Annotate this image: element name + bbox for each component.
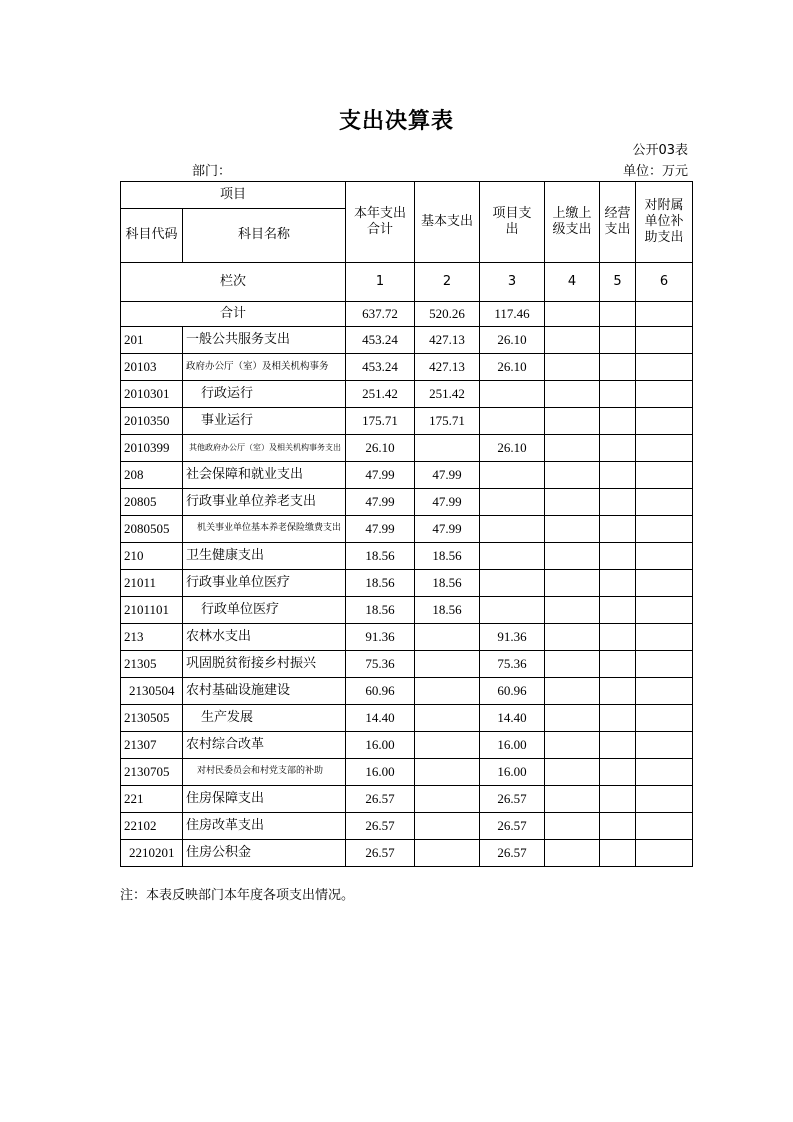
empty-cell [600,381,636,408]
name-cell: 农林水支出 [183,624,346,651]
header-name: 科目名称 [183,209,346,263]
empty-cell [636,327,693,354]
code-cell: 21305 [121,651,183,678]
name-cell: 住房保障支出 [183,786,346,813]
table-row [121,408,693,435]
basic-cell [415,624,480,651]
total-cell: 16.00 [346,732,415,759]
code-cell: 2080505 [121,516,183,543]
empty-cell [600,489,636,516]
project-cell: 91.36 [480,624,545,651]
basic-cell: 251.42 [415,381,480,408]
header-subsidy: 对附属单位补助支出 [636,182,693,263]
total-cell: 453.24 [346,354,415,381]
unit-label: 单位：万元 [622,164,688,179]
name-cell: 巩固脱贫衔接乡村振兴 [183,651,346,678]
empty-cell [636,570,693,597]
code-cell: 221 [121,786,183,813]
empty-cell [545,597,600,624]
name-cell: 农村基础设施建设 [183,678,346,705]
empty-cell [600,651,636,678]
total-cell: 47.99 [346,462,415,489]
empty-cell [600,786,636,813]
project-cell: 16.00 [480,732,545,759]
table-row [121,813,693,840]
project-cell: 26.57 [480,813,545,840]
basic-cell [415,786,480,813]
empty-cell [600,705,636,732]
col-number-1: 1 [346,263,415,302]
name-cell: 一般公共服务支出 [183,327,346,354]
total-cell: 47.99 [346,516,415,543]
total-cell: 14.40 [346,705,415,732]
code-cell: 2130505 [121,705,183,732]
empty-cell [545,489,600,516]
code-cell: 20103 [121,354,183,381]
code-cell: 22102 [121,813,183,840]
table-row [121,840,693,867]
basic-cell [415,813,480,840]
basic-cell: 18.56 [415,543,480,570]
footnote: 注：本表反映部门本年度各项支出情况。 [120,888,355,903]
project-cell: 117.46 [480,302,545,327]
project-cell [480,570,545,597]
col-number-5: 5 [600,263,636,302]
header-basic: 基本支出 [415,182,480,263]
empty-cell [545,813,600,840]
project-cell: 14.40 [480,705,545,732]
basic-cell: 18.56 [415,570,480,597]
empty-cell [600,570,636,597]
basic-cell: 427.13 [415,354,480,381]
total-cell: 175.71 [346,408,415,435]
empty-cell [545,435,600,462]
table-row [121,381,693,408]
header-code: 科目代码 [121,209,183,263]
empty-cell [636,543,693,570]
empty-cell [636,678,693,705]
table-row [121,489,693,516]
project-cell [480,597,545,624]
empty-cell [545,570,600,597]
empty-cell [636,732,693,759]
empty-cell [545,732,600,759]
empty-cell [600,840,636,867]
empty-cell [545,678,600,705]
total-cell: 26.10 [346,435,415,462]
header-lanci: 栏次 [121,263,346,302]
project-cell: 75.36 [480,651,545,678]
empty-cell [636,759,693,786]
table-row [121,705,693,732]
project-cell: 26.57 [480,786,545,813]
table-row [121,678,693,705]
total-cell: 16.00 [346,759,415,786]
total-cell: 453.24 [346,327,415,354]
table-row [121,462,693,489]
empty-cell [600,516,636,543]
code-cell: 2130705 [121,759,183,786]
code-cell: 21307 [121,732,183,759]
empty-cell [545,516,600,543]
empty-cell [636,489,693,516]
name-cell: 生产发展 [183,705,346,732]
basic-cell: 18.56 [415,597,480,624]
basic-cell [415,678,480,705]
name-cell: 行政事业单位养老支出 [183,489,346,516]
total-cell: 251.42 [346,381,415,408]
total-cell: 47.99 [346,489,415,516]
total-cell: 26.57 [346,813,415,840]
basic-cell [415,759,480,786]
empty-cell [545,327,600,354]
table-row [121,327,693,354]
project-cell: 16.00 [480,759,545,786]
basic-cell: 47.99 [415,489,480,516]
empty-cell [636,840,693,867]
empty-cell [545,624,600,651]
code-cell: 2010301 [121,381,183,408]
empty-cell [636,516,693,543]
empty-cell [636,813,693,840]
empty-cell [636,354,693,381]
empty-cell [600,435,636,462]
project-cell [480,516,545,543]
table-row [121,624,693,651]
code-cell: 2010350 [121,408,183,435]
empty-cell [636,597,693,624]
empty-cell [545,381,600,408]
name-cell: 机关事业单位基本养老保险缴费支出 [183,516,346,543]
empty-cell [545,354,600,381]
empty-cell [636,651,693,678]
basic-cell: 175.71 [415,408,480,435]
col-number-6: 6 [636,263,693,302]
project-cell [480,462,545,489]
name-cell: 住房改革支出 [183,813,346,840]
empty-cell [600,327,636,354]
empty-cell [545,759,600,786]
total-cell: 91.36 [346,624,415,651]
name-cell: 对村民委员会和村党支部的补助 [183,759,346,786]
project-cell [480,408,545,435]
col-number-2: 2 [415,263,480,302]
basic-cell: 520.26 [415,302,480,327]
name-cell: 行政运行 [183,381,346,408]
table-row [121,651,693,678]
basic-cell [415,651,480,678]
form-number: 公开03表 [632,143,688,158]
name-cell: 行政事业单位医疗 [183,570,346,597]
total-label: 合计 [121,302,346,327]
total-cell: 75.36 [346,651,415,678]
name-cell: 社会保障和就业支出 [183,462,346,489]
project-cell [480,543,545,570]
empty-cell [600,678,636,705]
table-row [121,786,693,813]
col-number-4: 4 [545,263,600,302]
basic-cell [415,705,480,732]
code-cell: 21011 [121,570,183,597]
table-body [121,327,693,867]
empty-cell [636,624,693,651]
header-upper: 上缴上级支出 [545,182,600,263]
basic-cell [415,732,480,759]
empty-cell [636,705,693,732]
table-row [121,435,693,462]
empty-cell [545,705,600,732]
basic-cell [415,435,480,462]
name-cell: 行政单位医疗 [183,597,346,624]
empty-cell [600,624,636,651]
code-cell: 2010399 [121,435,183,462]
empty-cell [600,543,636,570]
expenditure-table [120,181,693,867]
code-cell: 210 [121,543,183,570]
empty-cell [545,651,600,678]
total-cell: 26.57 [346,786,415,813]
empty-cell [545,786,600,813]
name-cell: 事业运行 [183,408,346,435]
project-cell: 26.10 [480,435,545,462]
empty-cell [600,408,636,435]
empty-cell [545,543,600,570]
code-cell: 2210201 [121,840,183,867]
name-cell: 农村综合改革 [183,732,346,759]
total-cell: 60.96 [346,678,415,705]
empty-cell [636,381,693,408]
basic-cell [415,840,480,867]
table-row [121,516,693,543]
empty-cell [600,813,636,840]
empty-cell [545,462,600,489]
empty-cell [545,840,600,867]
name-cell: 卫生健康支出 [183,543,346,570]
code-cell: 20805 [121,489,183,516]
header-item: 项目 [121,182,346,209]
table-row [121,732,693,759]
header-total: 本年支出合计 [346,182,415,263]
code-cell: 208 [121,462,183,489]
code-cell: 2101101 [121,597,183,624]
page-title: 支出决算表 [338,109,454,134]
empty-cell [600,759,636,786]
table-row [121,759,693,786]
empty-cell [600,732,636,759]
name-cell: 政府办公厅（室）及相关机构事务 [183,354,346,381]
header-project: 项目支出 [480,182,545,263]
basic-cell: 47.99 [415,516,480,543]
project-cell: 26.10 [480,327,545,354]
empty-cell [600,354,636,381]
empty-cell [636,462,693,489]
empty-cell [545,408,600,435]
empty-cell [636,408,693,435]
total-cell: 637.72 [346,302,415,327]
total-cell: 18.56 [346,570,415,597]
empty-cell [600,462,636,489]
empty-cell [636,786,693,813]
code-cell: 213 [121,624,183,651]
project-cell: 26.10 [480,354,545,381]
name-cell: 住房公积金 [183,840,346,867]
empty-cell [636,435,693,462]
table-row [121,354,693,381]
empty-cell [600,597,636,624]
total-row [121,302,693,327]
basic-cell: 427.13 [415,327,480,354]
project-cell: 26.57 [480,840,545,867]
name-cell: 其他政府办公厅（室）及相关机构事务支出 [183,435,346,462]
total-cell: 26.57 [346,840,415,867]
col-number-3: 3 [480,263,545,302]
table-row [121,597,693,624]
project-cell: 60.96 [480,678,545,705]
department-label: 部门： [192,164,232,179]
total-cell: 18.56 [346,597,415,624]
code-cell: 201 [121,327,183,354]
table-row [121,543,693,570]
project-cell [480,381,545,408]
code-cell: 2130504 [121,678,183,705]
header-operating: 经营支出 [600,182,636,263]
project-cell [480,489,545,516]
total-cell: 18.56 [346,543,415,570]
table-row [121,570,693,597]
basic-cell: 47.99 [415,462,480,489]
